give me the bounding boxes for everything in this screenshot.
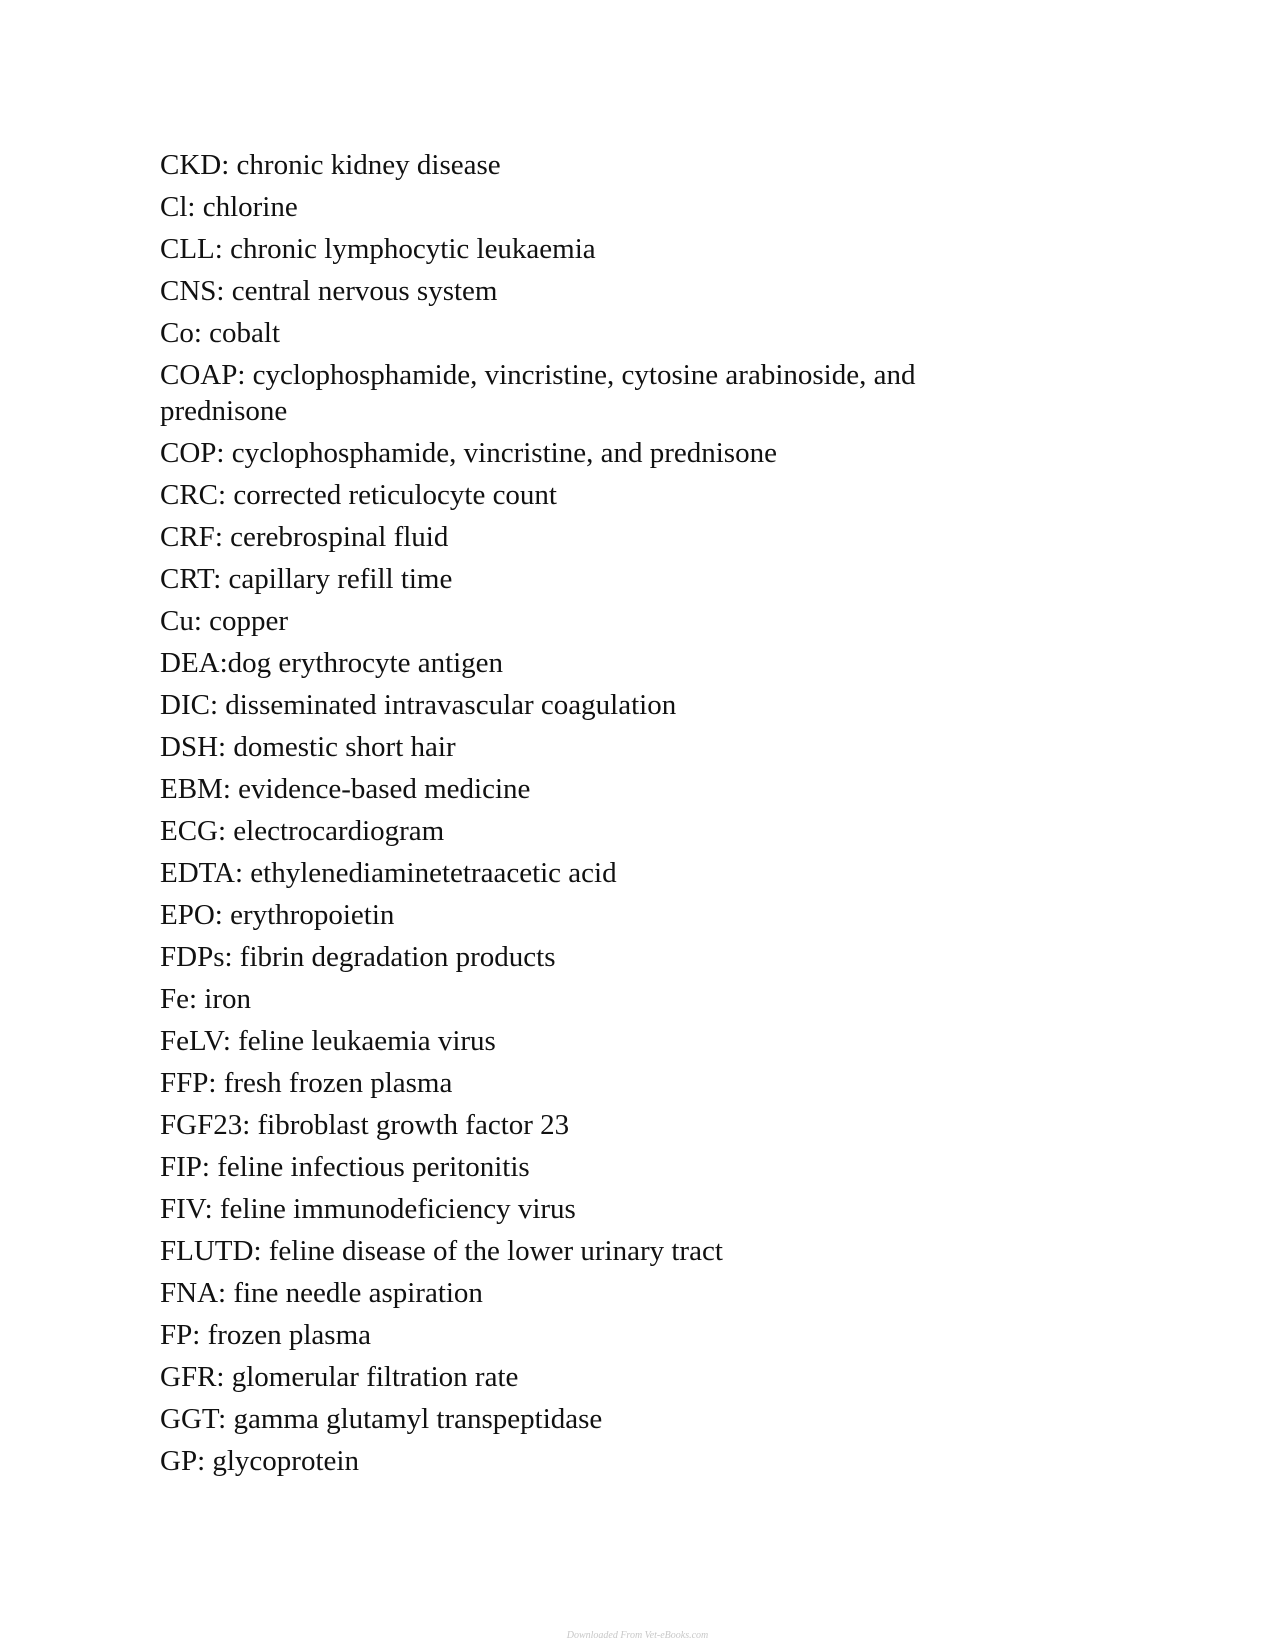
footer-watermark: Downloaded From Vet-eBooks.com	[566, 1630, 709, 1641]
list-item: FGF23: fibroblast growth factor 23	[160, 1109, 570, 1141]
list-item: GGT: gamma glutamyl transpeptidase	[160, 1403, 603, 1435]
list-item: FIP: feline infectious peritonitis	[160, 1151, 530, 1183]
list-item: Cl: chlorine	[160, 191, 298, 223]
list-item: FIV: feline immunodeficiency virus	[160, 1193, 576, 1225]
list-item: DSH: domestic short hair	[160, 731, 456, 763]
list-item: Fe: iron	[160, 983, 252, 1015]
list-item: CRT: capillary refill time	[160, 563, 453, 595]
list-item: EDTA: ethylenediaminetetraacetic acid	[160, 857, 617, 889]
list-item: GFR: glomerular filtration rate	[160, 1361, 519, 1393]
list-item: DIC: disseminated intravascular coagulation	[160, 689, 677, 721]
list-item: FDPs: fibrin degradation products	[160, 941, 556, 973]
list-item: COP: cyclophosphamide, vincristine, and prednisone	[160, 437, 777, 469]
list-item: CNS: central nervous system	[160, 275, 498, 307]
list-item: Cu: copper	[160, 605, 289, 637]
list-item: EPO: erythropoietin	[160, 899, 395, 931]
list-item: COAP: cyclophosphamide, vincristine, cytosine arabinoside, and prednisone	[160, 359, 916, 427]
list-item: CKD: chronic kidney disease	[160, 149, 501, 181]
list-item: Co: cobalt	[160, 317, 281, 349]
abbreviation-list	[160, 147, 1040, 1485]
list-item: FLUTD: feline disease of the lower urinary tract	[160, 1235, 723, 1267]
list-item: FeLV: feline leukaemia virus	[160, 1025, 496, 1057]
list-item: EBM: evidence-based medicine	[160, 773, 531, 805]
list-item: ECG: electrocardiogram	[160, 815, 445, 847]
list-item: FNA: fine needle aspiration	[160, 1277, 483, 1309]
list-item: CLL: chronic lymphocytic leukaemia	[160, 233, 596, 265]
list-item: DEA:dog erythrocyte antigen	[160, 647, 504, 679]
list-item: GP: glycoprotein	[160, 1445, 359, 1477]
list-item: CRF: cerebrospinal fluid	[160, 521, 449, 553]
list-item: FP: frozen plasma	[160, 1319, 372, 1351]
list-item: FFP: fresh frozen plasma	[160, 1067, 453, 1099]
list-item: CRC: corrected reticulocyte count	[160, 479, 557, 511]
